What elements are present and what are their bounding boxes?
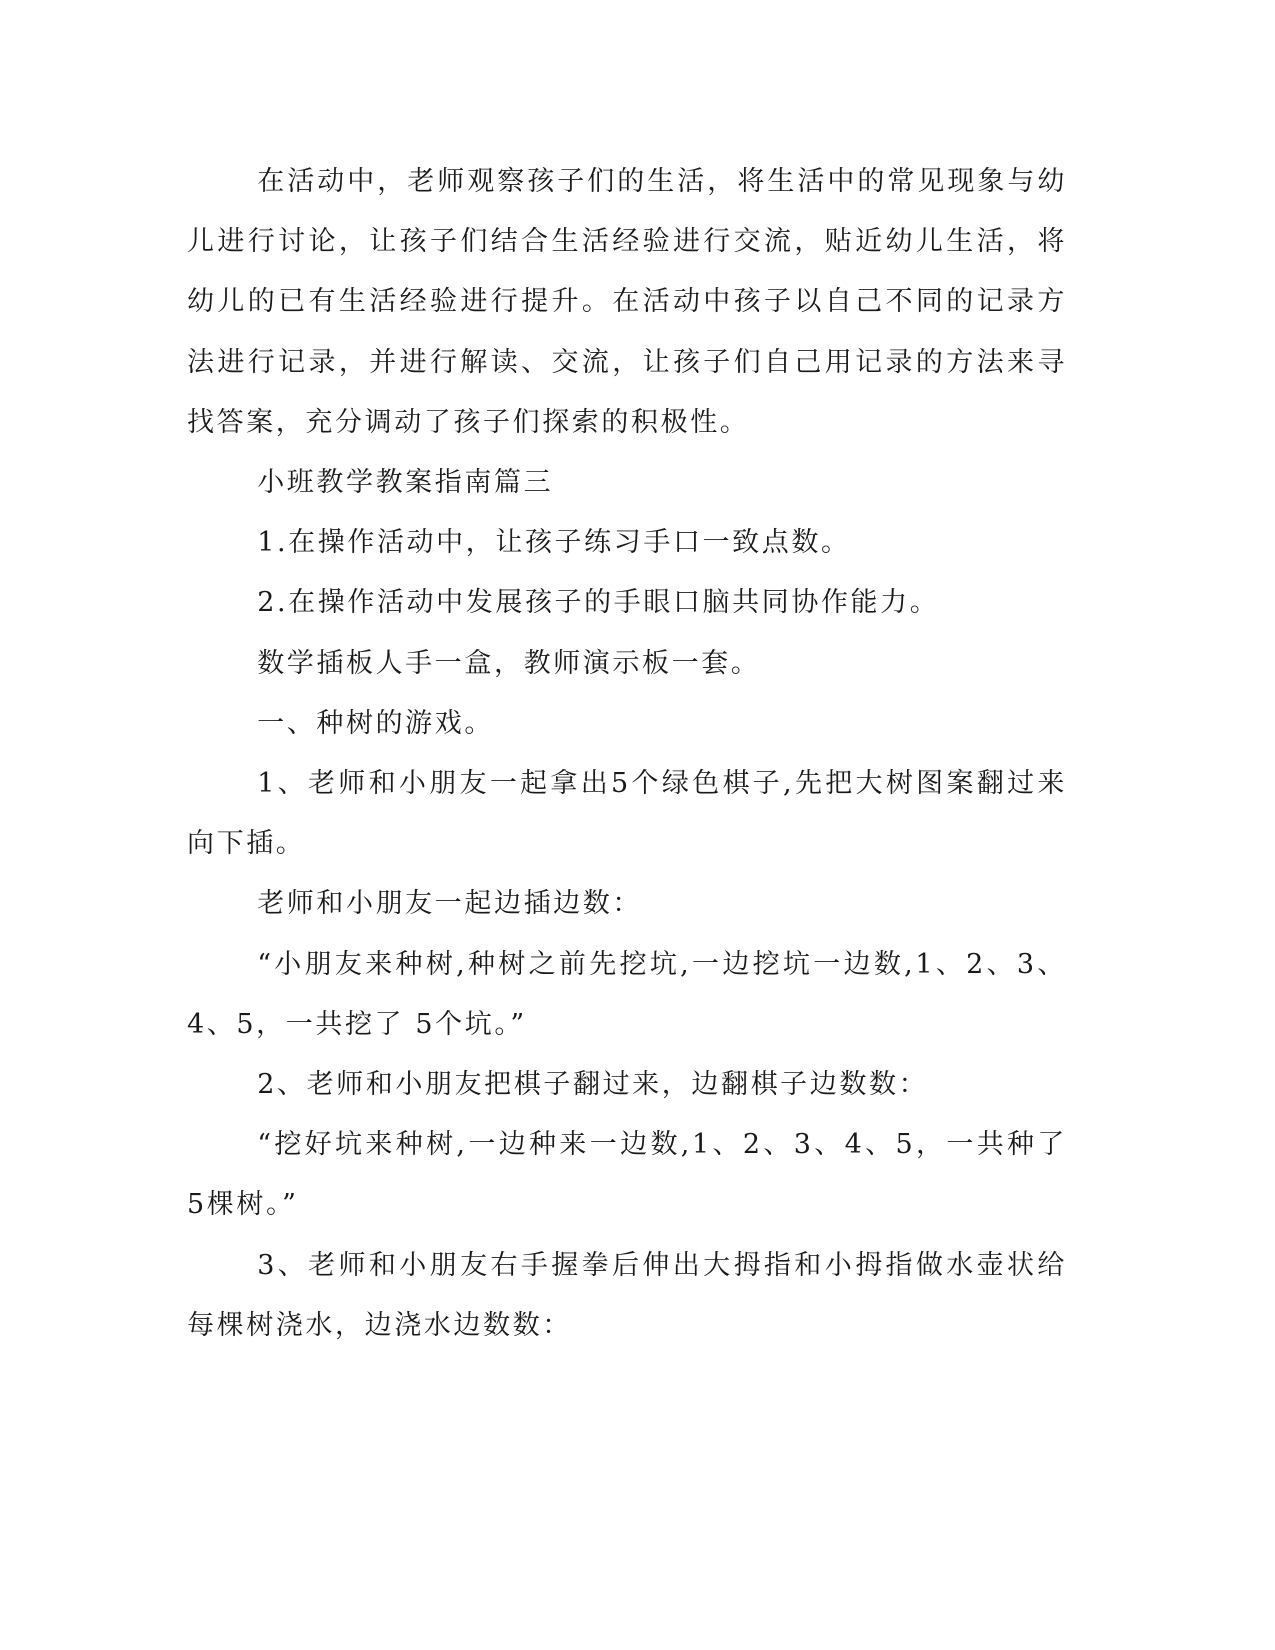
step-2-quote: “挖好坑来种树,一边种来一边数,1、2、3、4、5，一共种了 5棵树。” [187,1129,1067,1221]
step-3-paragraph: 3、老师和小朋友右手握拳后伸出大拇指和小拇指做水壶状给每棵树浇水，边浇水边数数： [187,1249,1067,1341]
step-2-paragraph: 2、老师和小朋友把棋子翻过来，边翻棋子边数数： [257,1069,929,1101]
step-1-instruction: 老师和小朋友一起边插边数： [257,888,642,920]
goal-item-1: 1.在操作活动中，让孩子练习手口一致点数。 [257,527,851,559]
section-heading: 小班教学教案指南篇三 [257,467,554,499]
step-1-quote: “小朋友来种树,种树之前先挖坑,一边挖坑一边数,1、2、3、4、5，一共挖了 5个坑。” [187,948,1067,1040]
step-1-paragraph: 1、老师和小朋友一起拿出5个绿色棋子,先把大树图案翻过来向下插。 [187,768,1067,860]
goal-item-2: 2.在操作活动中发展孩子的手眼口脑共同协作能力。 [257,587,940,619]
document-body [187,152,1067,1356]
activity-heading: 一、种树的游戏。 [257,707,494,739]
paragraph-activity-reflection: 在活动中，老师观察孩子们的生活，将生活中的常见现象与幼儿进行讨论，让孩子们结合生活经验进行交流，贴近幼儿生活，将幼儿的已有生活经验进行提升。在活动中孩子以自己不同的记录方法进行记录，并进行解读、交流，让孩子们自己用记录的方法来寻找答案，充分调动了孩子们探索的积极性。 [187,166,1067,438]
materials-paragraph: 数学插板人手一盒，教师演示板一套。 [257,647,761,679]
